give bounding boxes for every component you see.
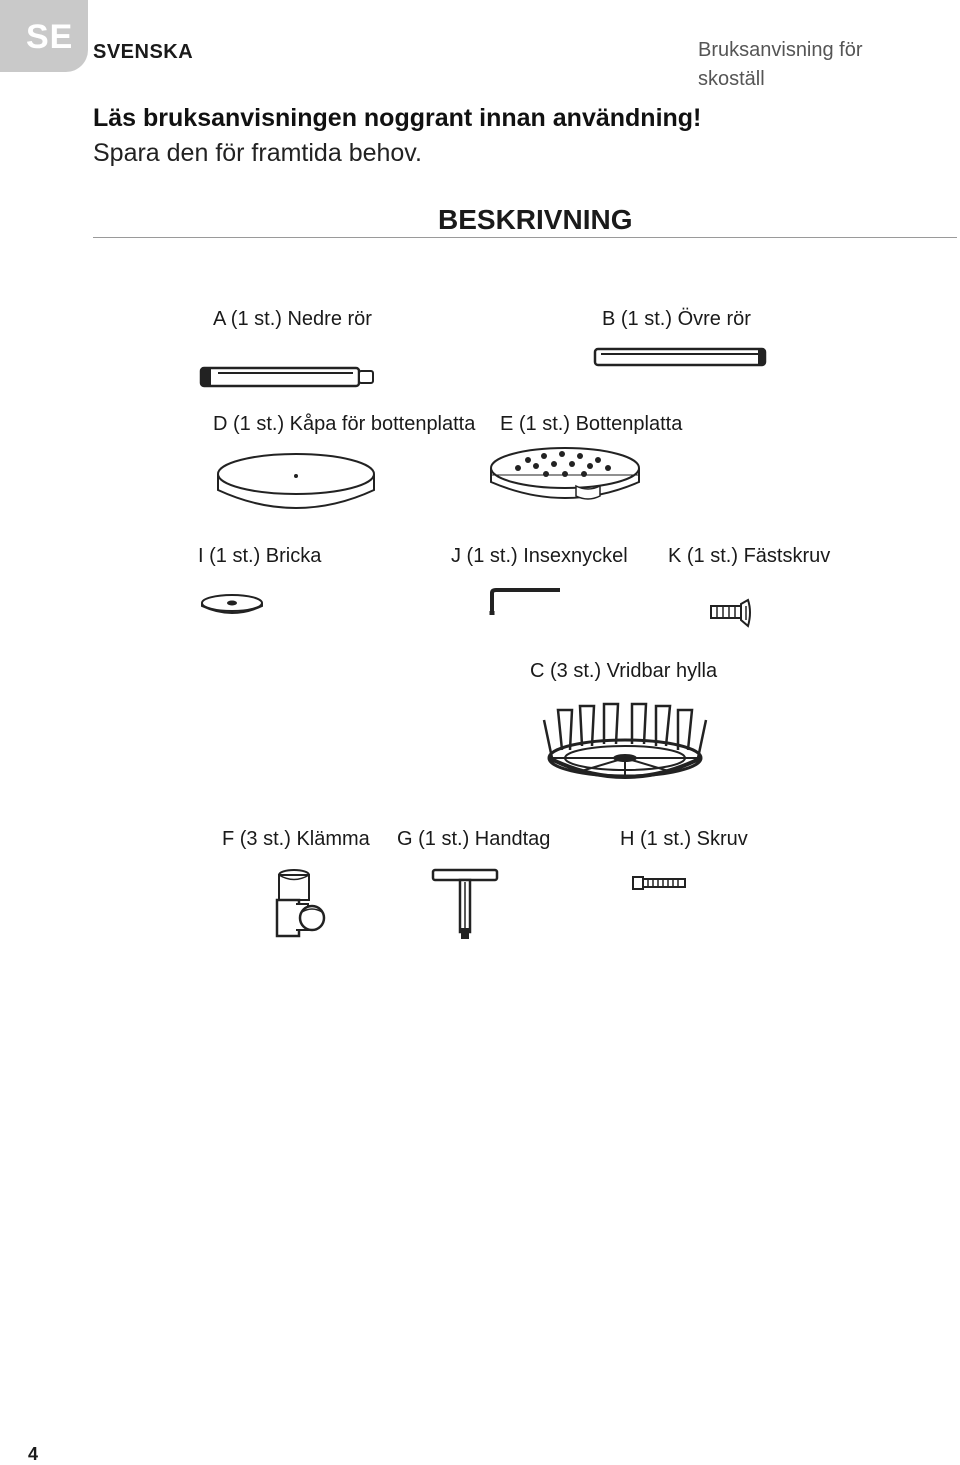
language-tab: [0, 0, 88, 72]
page-number: 4: [28, 1444, 39, 1464]
part-g-label: G (1 st.) Handtag: [397, 828, 551, 850]
handle-illustration: [430, 866, 500, 944]
part-j-label: J (1 st.) Insexnyckel: [451, 545, 628, 567]
keep-instructions-text: Spara den för framtida behov.: [93, 139, 422, 167]
language-code: SE: [26, 18, 74, 56]
section-title: BESKRIVNING: [438, 204, 633, 235]
part-h-label: H (1 st.) Skruv: [620, 828, 748, 850]
language-name: SVENSKA: [93, 41, 194, 63]
washer-illustration: [199, 592, 265, 616]
part-d-label: D (1 st.) Kåpa för bottenplatta: [213, 413, 476, 435]
hex-key-illustration: [488, 585, 564, 617]
part-k-label: K (1 st.) Fästskruv: [668, 545, 831, 567]
part-b-label: B (1 st.) Övre rör: [602, 308, 751, 330]
screw-illustration: [630, 874, 690, 892]
section-divider: [93, 237, 957, 238]
fixing-screw-illustration: [708, 598, 756, 630]
part-e-label: E (1 st.) Bottenplatta: [500, 413, 683, 435]
base-plate-illustration: [488, 444, 642, 510]
rotating-shelf-illustration: [538, 700, 712, 788]
warning-text: Läs bruksanvisningen noggrant innan användning!: [93, 104, 702, 132]
part-i-label: I (1 st.) Bricka: [198, 545, 322, 567]
part-f-label: F (3 st.) Klämma: [222, 828, 370, 850]
base-cover-illustration: [212, 450, 380, 516]
clamp-illustration: [274, 866, 328, 942]
document-title: Bruksanvisning för skoställ: [698, 39, 863, 90]
lower-tube-illustration: [198, 362, 378, 392]
upper-tube-illustration: [591, 344, 771, 370]
part-c-label: C (3 st.) Vridbar hylla: [530, 660, 718, 682]
part-a-label: A (1 st.) Nedre rör: [213, 308, 372, 330]
